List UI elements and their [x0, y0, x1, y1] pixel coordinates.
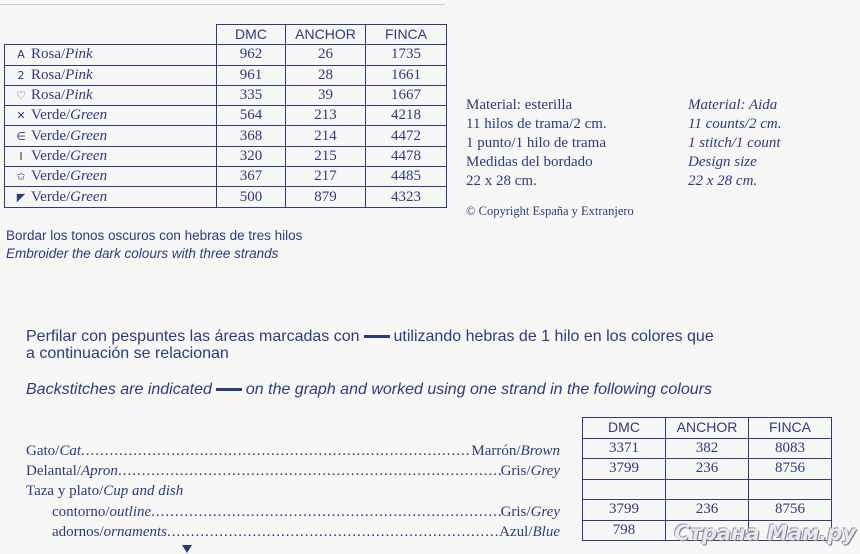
item-label-es: Taza y plato/: [26, 483, 104, 499]
thread-row: [5, 45, 447, 65]
backstitch-item: [52, 523, 560, 542]
finca-code: 1661: [366, 65, 447, 85]
finca-code: 4218: [366, 106, 447, 126]
item-label-es: contorno/: [52, 504, 110, 520]
dmc-code: 320: [217, 146, 286, 166]
thread-row: [5, 187, 447, 207]
color-name-es: Verde/: [31, 188, 71, 205]
bs-table-row: [583, 500, 832, 521]
col-finca: FINCA: [366, 25, 447, 45]
chart-symbol-icon: I: [19, 149, 23, 163]
color-name-en: Pink: [65, 46, 93, 63]
stitch-line: 1 punto/1 hilo de trama: [466, 135, 606, 151]
backstitch-instructions-en: [26, 380, 712, 399]
color-name-es: Rosa/: [31, 87, 66, 104]
size-label: Design size: [688, 154, 757, 170]
dmc-code: 367: [217, 167, 286, 187]
item-color-es: Gris/: [500, 504, 531, 520]
anchor-code: 236: [666, 500, 749, 521]
size-label: Medidas del bordado: [466, 154, 593, 170]
anchor-code: 879: [286, 187, 366, 207]
backstitch-text-c: a continuación se relacionan: [26, 345, 229, 362]
finca-code: 4323: [366, 187, 447, 207]
backstitch-group: [26, 482, 183, 501]
item-label-es: Gato/: [26, 443, 60, 459]
dmc-code: 564: [217, 106, 286, 126]
anchor-code: 382: [666, 438, 749, 459]
item-label-es: Delantal/: [26, 463, 81, 479]
col-dmc: DMC: [583, 418, 666, 439]
color-name-es: Verde/: [31, 127, 71, 144]
finca-code: 1667: [366, 85, 447, 105]
thread-row: [5, 167, 447, 187]
color-name-es: Verde/: [31, 147, 71, 164]
copyright: © Copyright España y Extranjero: [466, 204, 634, 218]
col-dmc: DMC: [217, 25, 286, 45]
item-color-en: Brown: [520, 443, 560, 459]
chart-symbol-icon: ◤: [16, 190, 26, 204]
dmc-code: 798: [583, 520, 666, 541]
color-name-es: Rosa/: [31, 66, 66, 83]
color-name-en: Green: [70, 127, 108, 144]
dmc-code: 368: [217, 126, 286, 146]
chart-symbol-icon: 2: [17, 68, 25, 82]
count-line: 11 hilos de trama/2 cm.: [466, 116, 607, 132]
backstitch-en-a: Backstitches are indicated: [26, 381, 212, 398]
thread-row: [5, 126, 447, 146]
bs-table-header: [583, 418, 832, 439]
bs-table-row: [583, 438, 832, 459]
chart-symbol-icon: ✩: [16, 170, 26, 184]
dmc-code: 3799: [583, 500, 666, 521]
anchor-code: 217: [286, 167, 366, 187]
material-line: Material: Aida: [688, 97, 778, 113]
count-line: 11 counts/2 cm.: [688, 116, 782, 132]
stitch-line: 1 stitch/1 count: [688, 135, 781, 151]
item-color-en: Blue: [532, 524, 560, 540]
chart-symbol-icon: ✕: [16, 109, 26, 123]
arrow-down-icon: [182, 545, 192, 553]
item-color-es: Gris/: [500, 463, 531, 479]
dash-icon: [364, 335, 390, 338]
dmc-code: 3371: [583, 438, 666, 459]
dash-icon: [216, 388, 242, 391]
thread-table-header: [5, 25, 447, 45]
anchor-code: 26: [286, 45, 366, 65]
note-es: Bordar los tonos oscuros con hebras de tres hilos: [6, 228, 303, 243]
finca-code: 4472: [366, 126, 447, 146]
thread-color-table: [4, 24, 447, 208]
dmc-code: [583, 479, 666, 500]
backstitch-en-b: on the graph and worked using one strand in the following colours: [245, 381, 712, 398]
dmc-code: 3799: [583, 459, 666, 480]
dmc-code: 961: [217, 65, 286, 85]
color-name-en: Green: [70, 188, 108, 205]
bs-table-row: [583, 459, 832, 480]
thread-row: [5, 65, 447, 85]
finca-code: 8756: [749, 500, 832, 521]
size-value: 22 x 28 cm.: [466, 173, 537, 189]
material-info-en: [688, 96, 781, 191]
finca-code: 8083: [749, 438, 832, 459]
site-watermark: Страна Мам.ру: [674, 521, 856, 545]
finca-code: 8756: [749, 459, 832, 480]
item-label-en: Cat: [59, 443, 82, 459]
anchor-code: 214: [286, 126, 366, 146]
size-value: 22 x 28 cm.: [688, 173, 758, 189]
chart-symbol-icon: A: [17, 48, 25, 62]
backstitch-item: [52, 503, 560, 522]
anchor-code: 215: [286, 146, 366, 166]
finca-code: 4478: [366, 146, 447, 166]
chart-symbol-icon: ♡: [16, 89, 26, 103]
anchor-code: 39: [286, 85, 366, 105]
note-en: Embroider the dark colours with three strands: [6, 246, 279, 261]
backstitch-text-a: Perfilar con pespuntes las áreas marcadas con: [26, 328, 360, 345]
color-name-es: Verde/: [31, 168, 71, 185]
dmc-code: 962: [217, 45, 286, 65]
leader-dots: [167, 523, 499, 542]
item-color-es: Marrón/: [471, 443, 521, 459]
item-color-es: Azul/: [499, 524, 533, 540]
finca-code: [749, 479, 832, 500]
thread-row: [5, 85, 447, 105]
top-rule: [0, 4, 445, 5]
item-label-es: adornos/: [52, 524, 104, 540]
finca-code: 4485: [366, 167, 447, 187]
color-name-en: Pink: [65, 87, 93, 104]
anchor-code: [666, 479, 749, 500]
item-color-en: Grey: [530, 504, 560, 520]
bs-table-row: [583, 479, 832, 500]
col-anchor: ANCHOR: [666, 418, 749, 439]
col-anchor: ANCHOR: [286, 25, 366, 45]
leader-dots: [118, 462, 501, 481]
backstitch-text-b: utilizando hebras de 1 hilo en los colores que: [393, 328, 714, 345]
dmc-code: 335: [217, 85, 286, 105]
item-label-en: Cup and dish: [103, 483, 184, 499]
leader-dots: [81, 442, 471, 461]
backstitch-item: [26, 442, 560, 461]
color-name-en: Green: [70, 147, 108, 164]
item-label-en: outline: [109, 504, 152, 520]
color-name-en: Green: [70, 107, 108, 124]
item-label-en: ornaments: [103, 524, 168, 540]
item-label-en: Apron: [80, 463, 118, 479]
material-info-es: [466, 96, 607, 191]
backstitch-item: [26, 462, 560, 481]
color-name-es: Rosa/: [31, 46, 66, 63]
finca-code: 1735: [366, 45, 447, 65]
leader-dots: [151, 503, 500, 522]
dmc-code: 500: [217, 187, 286, 207]
col-finca: FINCA: [749, 418, 832, 439]
color-name-es: Verde/: [31, 107, 71, 124]
anchor-code: 28: [286, 65, 366, 85]
color-name-en: Green: [70, 168, 108, 185]
color-name-en: Pink: [65, 66, 93, 83]
anchor-code: 236: [666, 459, 749, 480]
item-color-en: Grey: [530, 463, 560, 479]
thread-row: [5, 106, 447, 126]
chart-symbol-icon: ∈: [16, 129, 26, 143]
anchor-code: 213: [286, 106, 366, 126]
material-line: Material: esterilla: [466, 97, 573, 113]
thread-row: [5, 146, 447, 166]
